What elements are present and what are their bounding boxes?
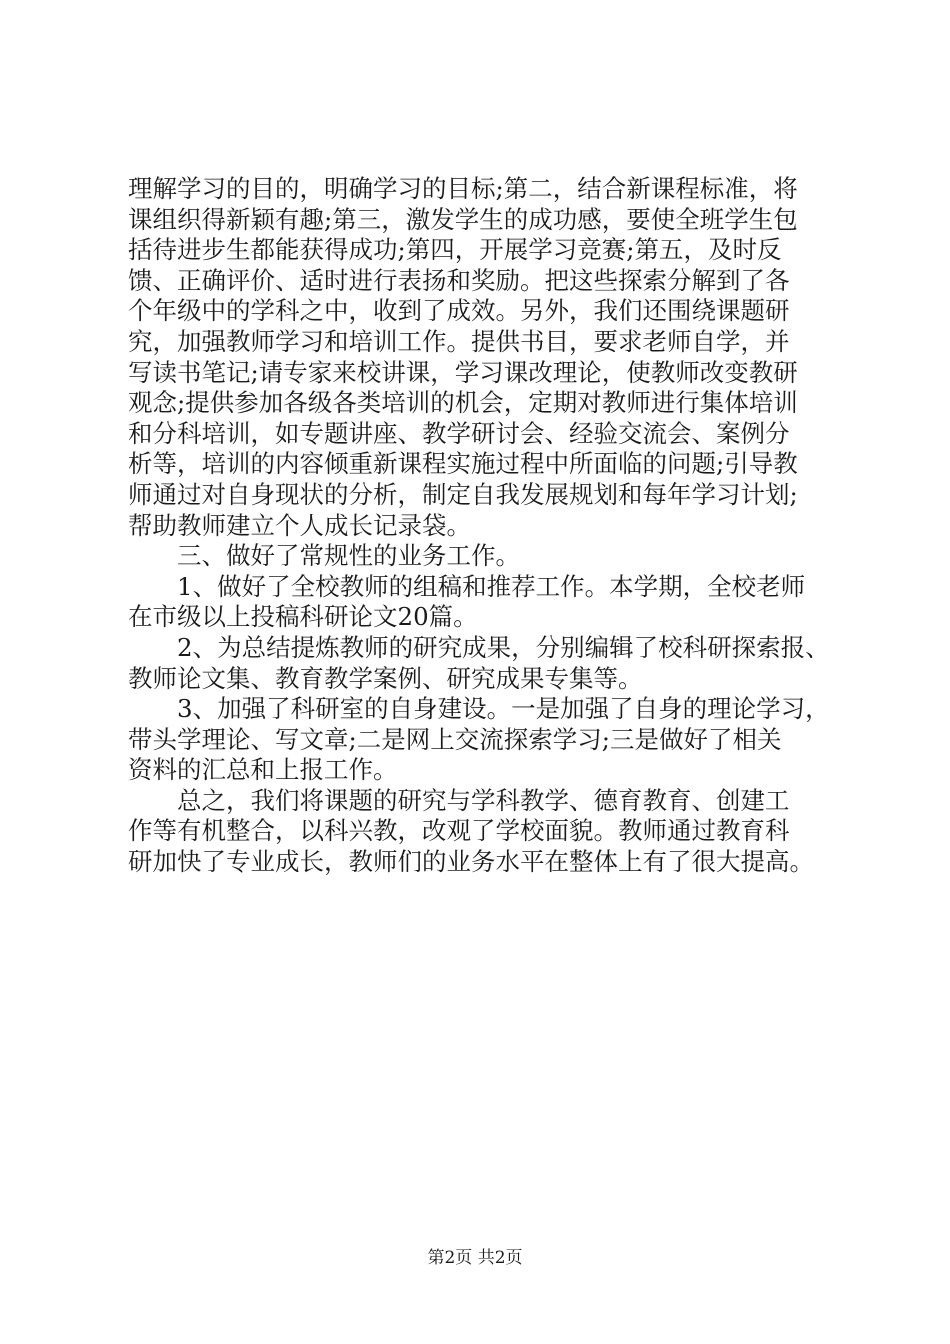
text-line: 总之，我们将课题的研究与学科教学、德育教育、创建工 xyxy=(128,785,790,815)
text-line: 研加快了专业成长，教师们的业务水平在整体上有了很大提高。 xyxy=(128,847,814,877)
text-line: 帮助教师建立个人成长记录袋。 xyxy=(128,510,471,540)
text-line: 写读书笔记;请专家来校讲课，学习课改理论，使教师改变教研 xyxy=(128,357,798,387)
text-line: 括待进步生都能获得成功;第四，开展学习竞赛;第五，及时反 xyxy=(128,235,782,265)
text-line: 究，加强教师学习和培训工作。提供书目，要求老师自学，并 xyxy=(128,326,790,356)
text-line: 在市级以上投稿科研论文20篇。 xyxy=(128,602,478,632)
text-line: 馈、正确评价、适时进行表扬和奖励。把这些探索分解到了各 xyxy=(128,265,790,295)
text-line: 2、为总结提炼教师的研究成果，分别编辑了校科研探索报、 xyxy=(128,632,830,662)
text-line: 理解学习的目的，明确学习的目标;第二，结合新课程标准，将 xyxy=(128,174,798,203)
text-line: 师通过对自身现状的分析，制定自我发展规划和每年学习计划; xyxy=(128,479,798,509)
text-line: 资料的汇总和上报工作。 xyxy=(128,755,398,785)
text-line: 析等，培训的内容倾重新课程实施过程中所面临的问题;引导教 xyxy=(128,449,798,479)
text-line: 观念;提供参加各级各类培训的机会，定期对教师进行集体培训 xyxy=(128,388,798,418)
text-line: 课组织得新颖有趣;第三，激发学生的成功感，要使全班学生包 xyxy=(128,204,798,234)
text-line: 带头学理论、写文章;二是网上交流探索学习;三是做好了相关 xyxy=(128,724,782,754)
text-line: 和分科培训，如专题讲座、教学研讨会、经验交流会、案例分 xyxy=(128,418,790,448)
text-line: 教师论文集、教育教学案例、研究成果专集等。 xyxy=(128,663,643,693)
text-line: 个年级中的学科之中，收到了成效。另外，我们还围绕课题研 xyxy=(128,296,790,326)
page-number-footer: 第2页 共2页 xyxy=(427,1248,523,1268)
section-heading: 三、做好了常规性的业务工作。 xyxy=(128,541,520,571)
text-line: 1、做好了全校教师的组稿和推荐工作。本学期，全校老师 xyxy=(128,571,806,601)
text-line: 作等有机整合，以科兴教，改观了学校面貌。教师通过教育科 xyxy=(128,816,790,846)
text-line: 3、加强了科研室的自身建设。一是加强了自身的理论学习， xyxy=(128,694,830,724)
document-body xyxy=(128,174,950,878)
